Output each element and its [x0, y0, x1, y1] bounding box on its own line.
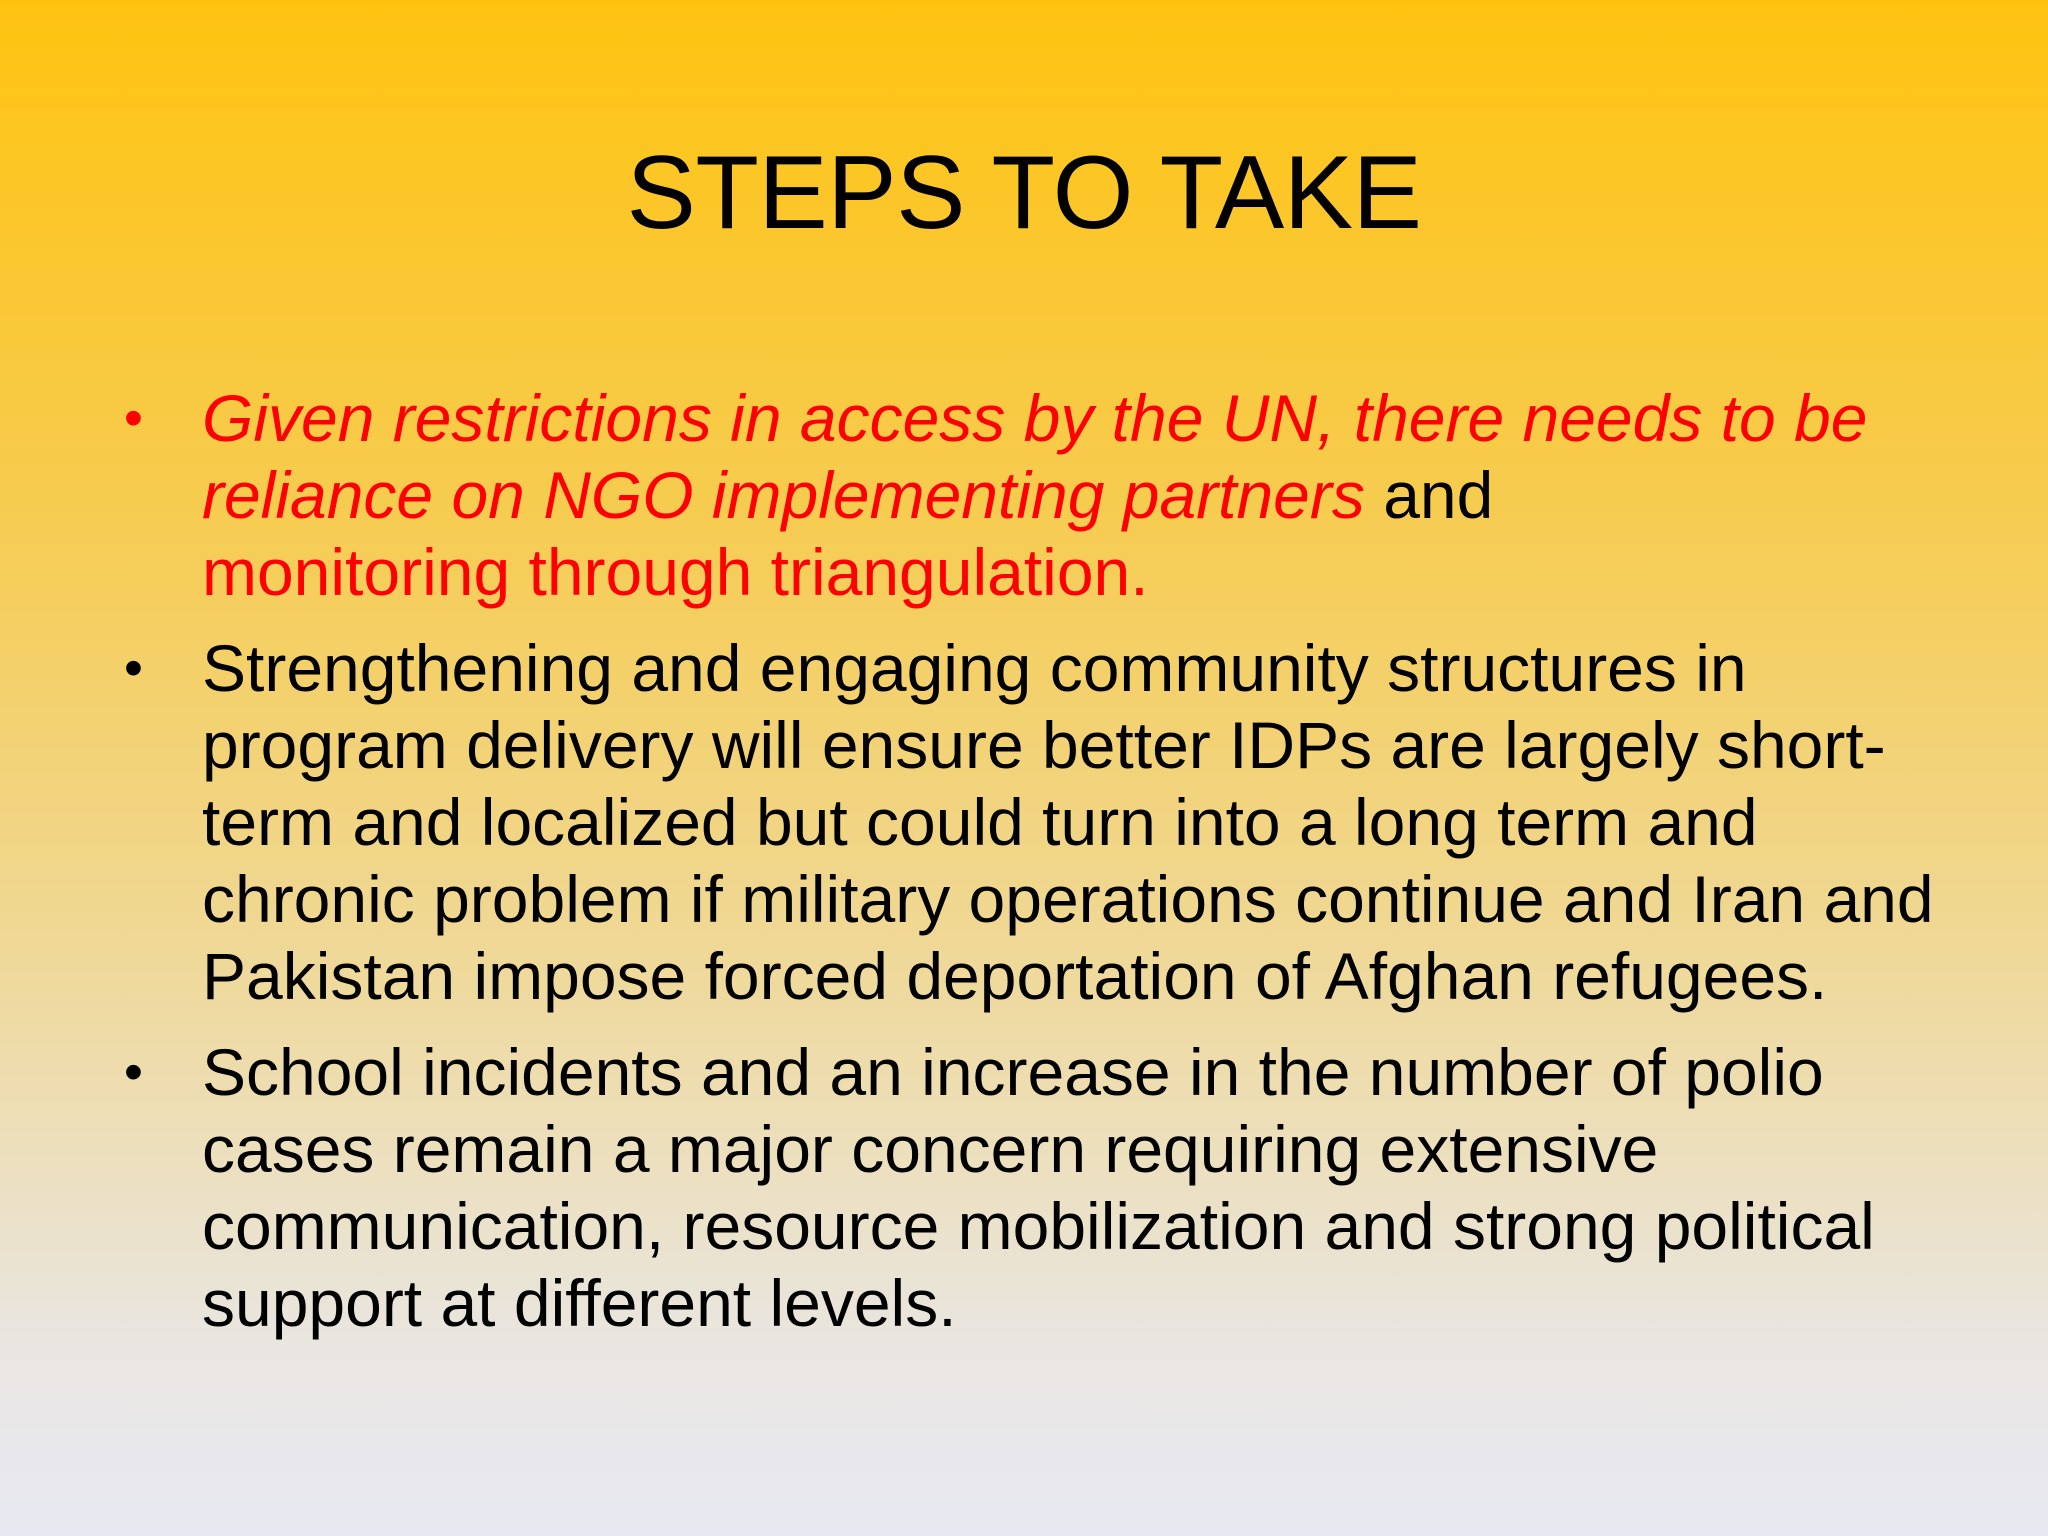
emphasized-text: Given restrictions in access by the UN, there needs to be reliance on NGO implementing partners [202, 381, 1868, 532]
bullet-text: School incidents and an increase in the number of polio cases remain a major concern requiring extensive communication, resource mobilization and strong political support at different levels. [202, 1035, 1875, 1340]
bullet-dot-icon: • [124, 388, 143, 448]
bullet-item-school-polio [120, 1034, 1960, 1342]
bullet-item-community-structures [120, 630, 1960, 1015]
slide-title: STEPS TO TAKE [626, 135, 1422, 251]
connector-text: and [1364, 458, 1494, 532]
monitoring-text: monitoring through triangulation. [202, 535, 1149, 609]
bullet-list [120, 380, 1960, 1361]
bullet-dot-icon: • [124, 1042, 143, 1102]
bullet-dot-icon: • [124, 638, 143, 698]
bullet-text: Strengthening and engaging community structures in program delivery will ensure better IDPs are largely short-term and localized but could turn into a long term and chronic problem if military operations continue and Iran and Pakistan impose forced deportation of Afghan refugees. [202, 631, 1934, 1013]
bullet-item-un-access [120, 380, 1960, 611]
